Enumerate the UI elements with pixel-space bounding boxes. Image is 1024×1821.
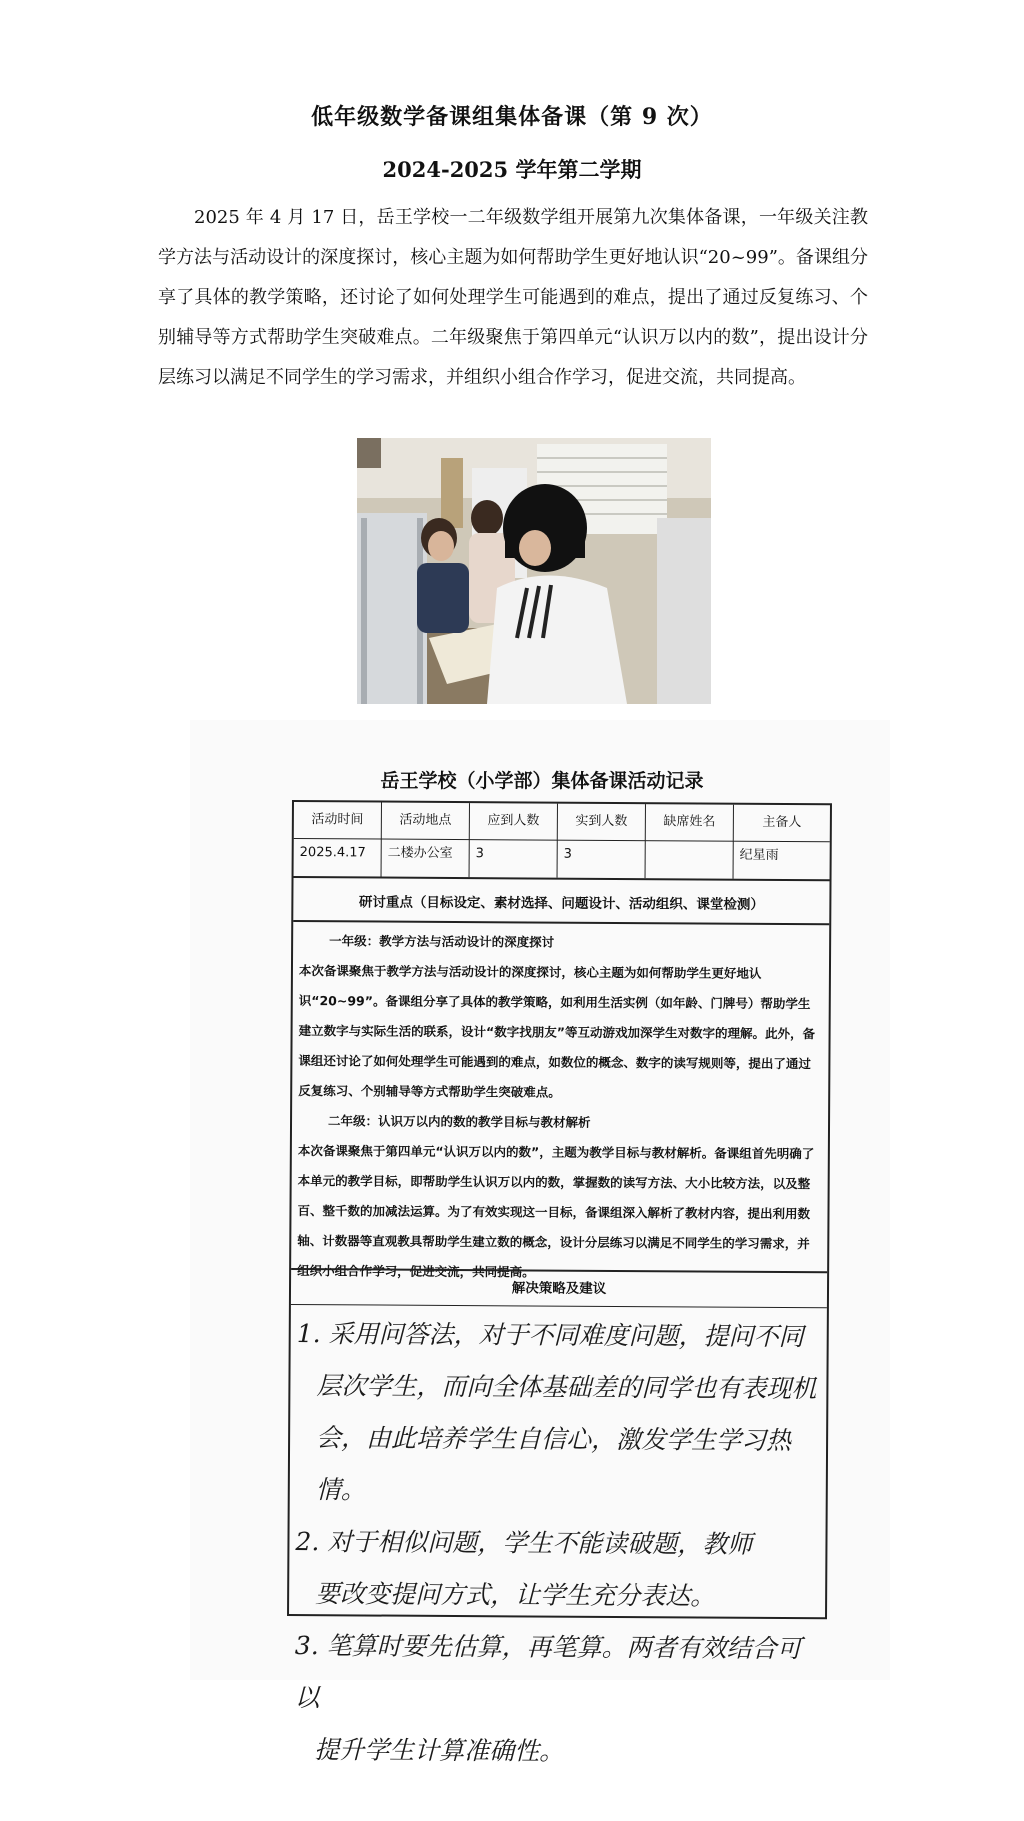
handwritten-line: 2. 对于相似问题，学生不能读破题，教师	[295, 1527, 753, 1559]
header-location: 活动地点	[382, 803, 470, 840]
value-actual: 3	[558, 840, 646, 879]
intro-paragraph: 2025 年 4 月 17 日，岳王学校一二年级数学组开展第九次集体备课，一年级关注教学方法与活动设计的深度探讨，核心主题为如何帮助学生更好地认识“20~99”。备课组分享了具体的教学策略，还讨论了如何处理学生可能遇到的难点，提出了通过反复练习、个别辅导等方式帮助学生突破难点。二年级聚焦于第四单元“认识万以内的数”，提出设计分层练习以满足不同学生的学习需求，并组织小组合作学习，促进交流，共同提高。	[158, 207, 868, 388]
handwritten-line: 会，由此培养学生自信心，激发学生学习热情。	[315, 1423, 792, 1505]
header-time: 活动时间	[294, 802, 382, 839]
handwritten-line: 层次学生，而向全体基础差的同学也有表现机	[316, 1371, 817, 1404]
focus-heading: 研讨重点（目标设定、素材选择、问题设计、活动组织、课堂检测）	[293, 884, 829, 925]
handwritten-suggestions	[294, 1308, 823, 1779]
grade2-text: 本次备课聚焦于第四单元“认识万以内的数”，主题为教学目标与教材解析。备课组首先明确了本单元的教学目标，即帮助学生认识万以内的数，掌握数的读写方法、大小比较方法，以及整百、整千数的加减法运算。为了有效实现这一目标，备课组深入解析了教材内容，提出利用数轴、计数器等直观教具帮助学生建立数的概念，设计分层练习以满足不同学生的学习需求，并组织小组合作学习，促进交流，共同提高。	[297, 1143, 815, 1280]
form-header-row	[294, 802, 830, 842]
header-absent: 缺席姓名	[646, 804, 734, 841]
solution-heading: 解决策略及建议	[291, 1268, 827, 1308]
header-host: 主备人	[762, 814, 802, 831]
grade1-text: 本次备课聚焦于教学方法与活动设计的深度探讨，核心主题为如何帮助学生更好地认识“20~99”。备课组分享了具体的教学策略，如利用生活实例（如年龄、门牌号）帮助学生建立数字与实际生活的联系，设计“数字找朋友”等互动游戏加深学生对数字的理解。此外，备课组还讨论了如何处理学生可能遇到的难点，如数位的概念、数字的读写规则等，提出了通过反复练习、个别辅导等方式帮助学生突破难点。	[298, 963, 816, 1100]
handwritten-line: 1. 采用问答法，对于不同难度问题，提问不同	[296, 1319, 804, 1352]
record-form-title: 岳王学校（小学部）集体备课活动记录	[380, 770, 704, 792]
focus-content	[297, 926, 823, 1289]
value-host: 纪星雨	[739, 847, 779, 863]
value-expected: 3	[470, 839, 558, 878]
value-absent	[646, 840, 734, 879]
meeting-photo	[357, 438, 711, 704]
value-time: 2025.4.17	[294, 838, 382, 877]
header-expected: 应到人数	[470, 803, 558, 840]
form-value-row	[294, 838, 830, 881]
handwritten-line: 3. 笔算时要先估算，再笔算。两者有效结合可以	[294, 1631, 802, 1713]
page-title: 低年级数学备课组集体备课（第 9 次）	[311, 104, 713, 130]
handwritten-line: 提升学生计算准确性。	[314, 1735, 565, 1766]
handwritten-line: 要改变提问方式，让学生充分表达。	[315, 1579, 716, 1611]
grade1-heading: 一年级：教学方法与活动设计的深度探讨	[329, 933, 555, 950]
header-actual: 实到人数	[558, 804, 646, 841]
value-location: 二楼办公室	[382, 839, 470, 878]
grade2-heading: 二年级：认识万以内的数的教学目标与教材解析	[327, 1113, 591, 1130]
activity-record-form	[287, 800, 832, 1766]
semester-subtitle: 2024-2025 学年第二学期	[382, 157, 642, 182]
